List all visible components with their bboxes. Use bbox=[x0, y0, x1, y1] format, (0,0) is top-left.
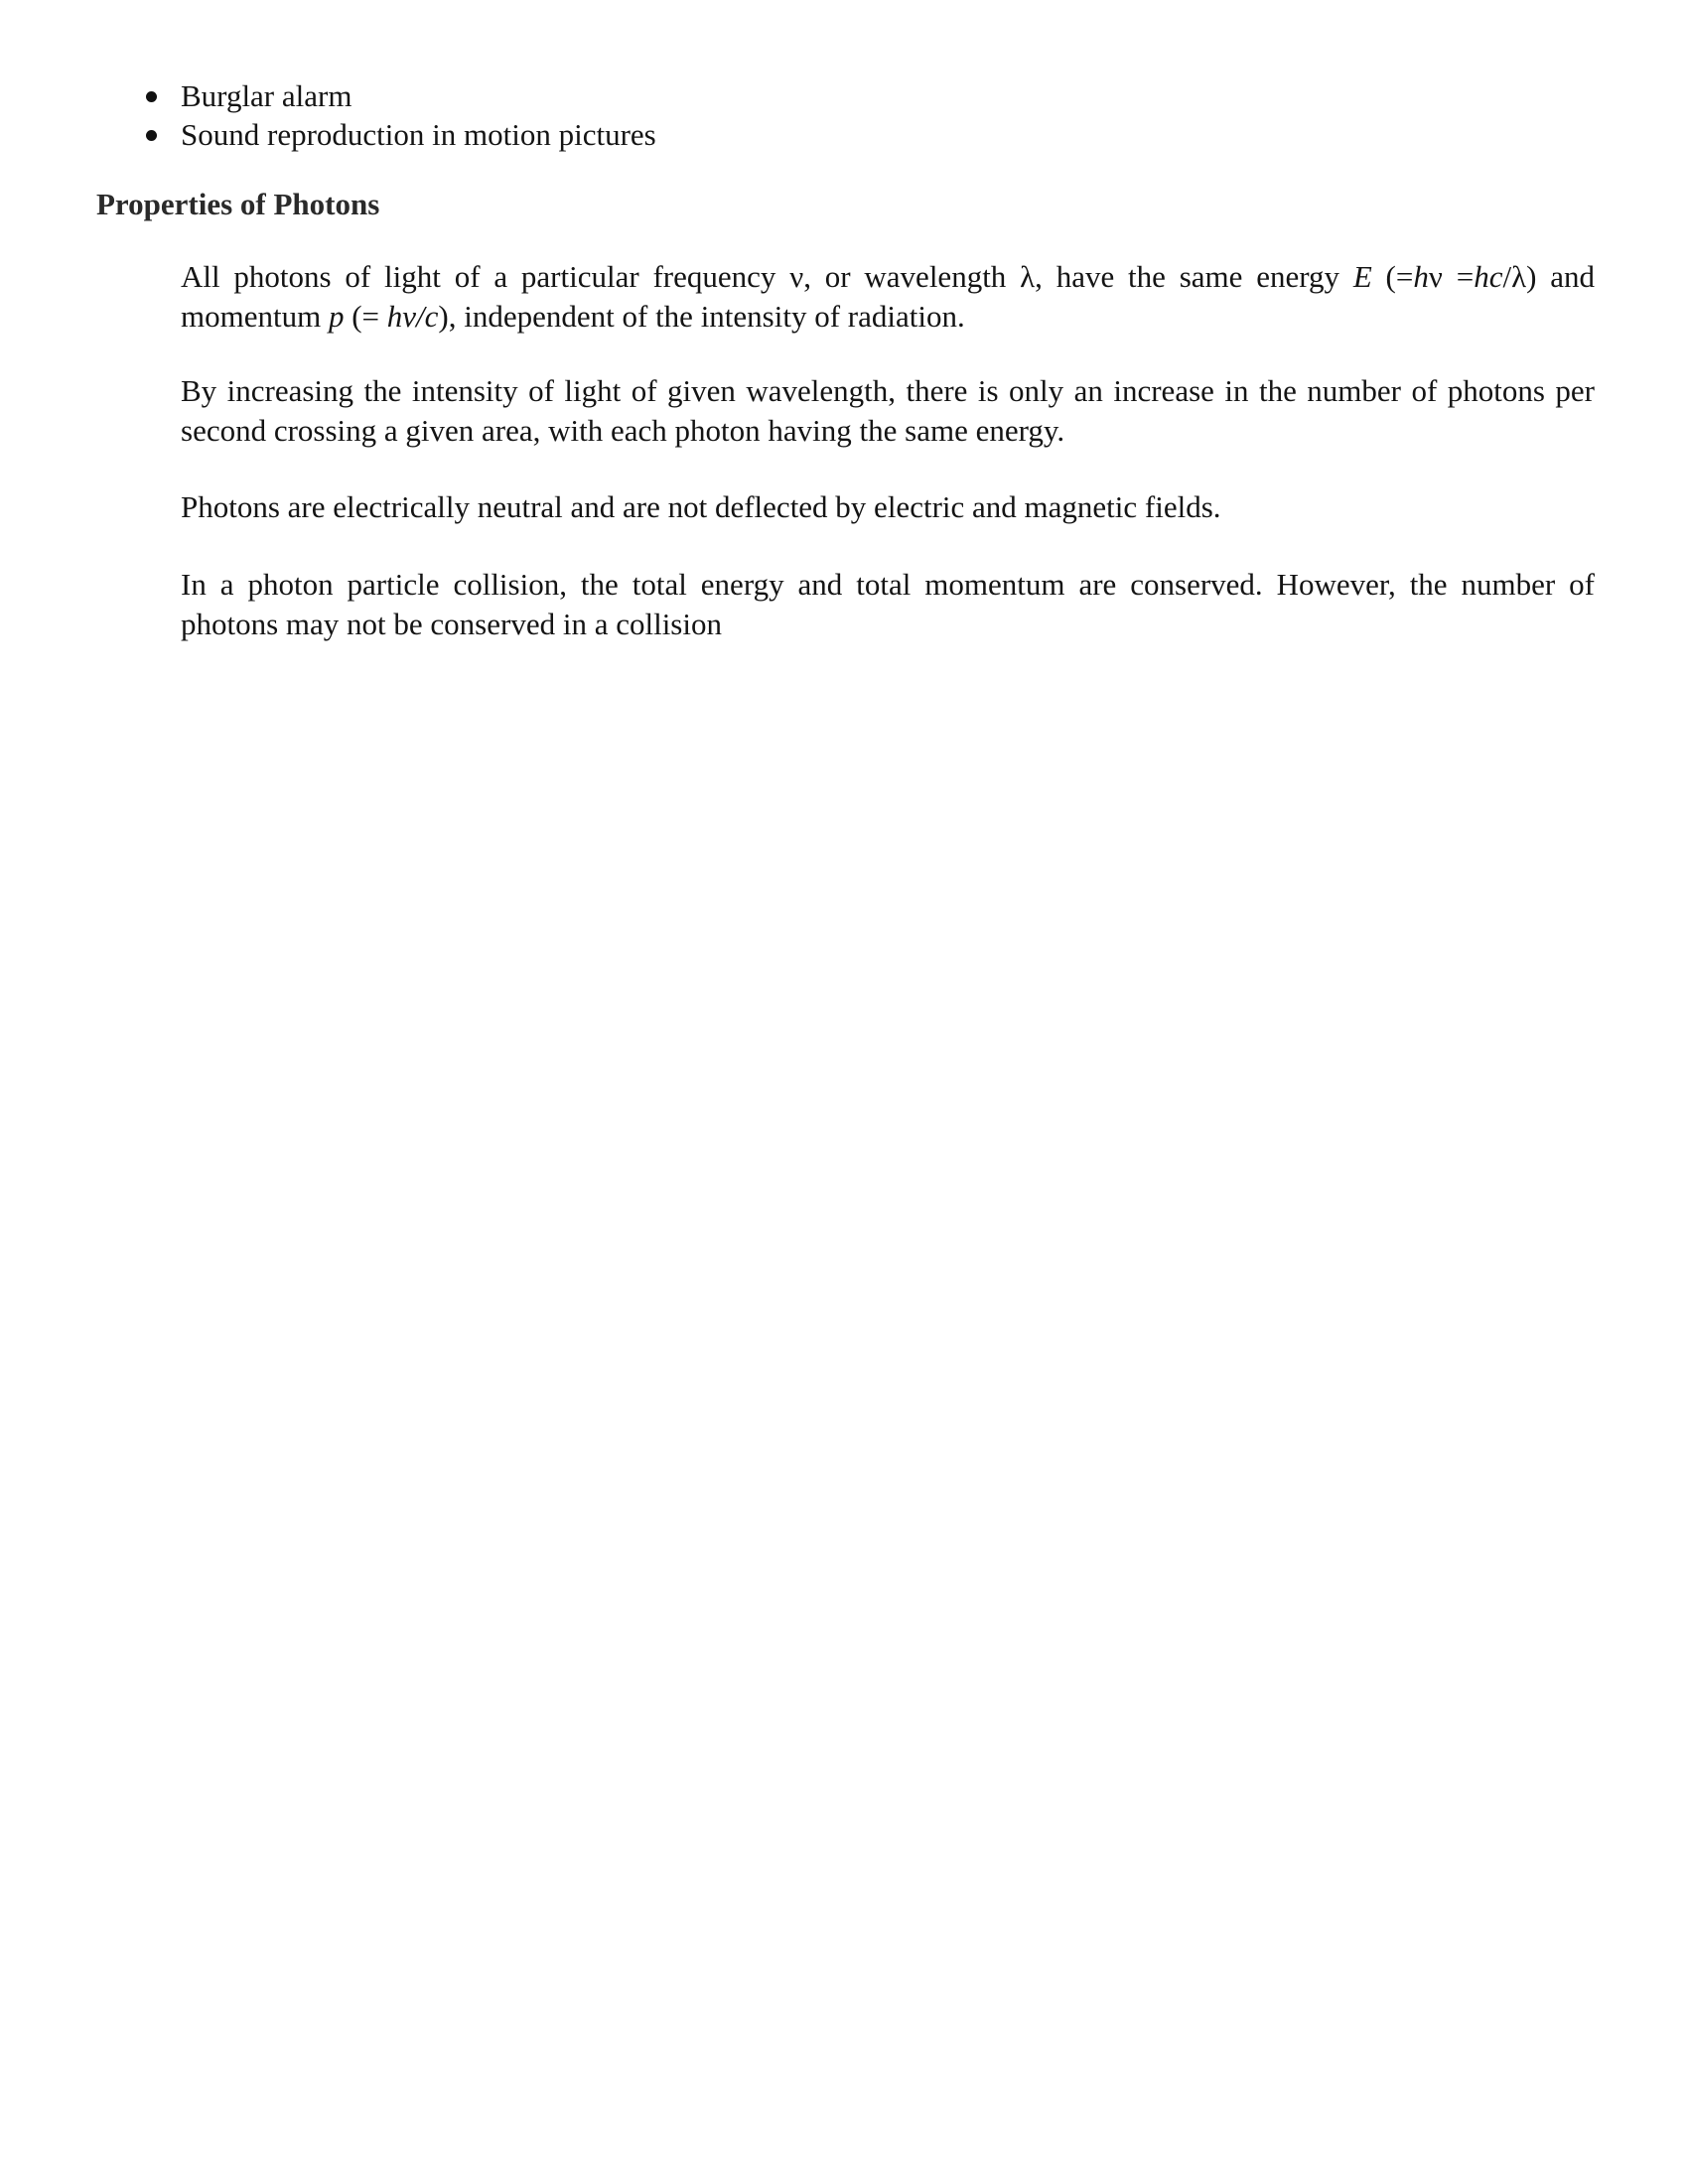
text-segment-italic: h bbox=[1413, 259, 1429, 294]
paragraph-electrically-neutral: Photons are electrically neutral and are not deflected by electric and magnetic fields. bbox=[181, 489, 1221, 524]
text-segment: (= bbox=[344, 299, 387, 334]
paragraph-photon-energy-momentum bbox=[181, 257, 1595, 337]
bullet-item-burglar-alarm bbox=[139, 76, 1589, 115]
text-segment: /λ) and momentum bbox=[181, 259, 1595, 334]
bullet-item-sound-reproduction bbox=[139, 115, 1589, 154]
text-segment-italic: hc bbox=[1474, 259, 1503, 294]
text-segment: ν/ bbox=[402, 299, 425, 334]
text-segment: (= bbox=[1371, 259, 1414, 294]
bullet-dot-icon bbox=[146, 91, 157, 102]
text-segment-italic: E bbox=[1352, 259, 1372, 294]
bullet-dot-icon bbox=[146, 130, 157, 141]
bullet-list bbox=[139, 76, 1589, 154]
paragraph-collision-conservation: In a photon particle collision, the total energy and total momentum are conserved. However, the number of photons may not be conserved in a collision bbox=[181, 567, 1595, 641]
text-segment: ), independent of the intensity of radiation. bbox=[438, 299, 965, 334]
section-heading: Properties of Photons bbox=[96, 187, 380, 221]
text-segment-italic: c bbox=[424, 299, 439, 334]
text-segment-italic: h bbox=[386, 299, 403, 334]
paragraph-intensity-increase: By increasing the intensity of light of given wavelength, there is only an increase in the number of photons per second crossing a given area, with each photon having the same energy. bbox=[181, 373, 1595, 448]
text-segment-italic: p bbox=[328, 299, 345, 334]
bullet-label: Burglar alarm bbox=[181, 78, 352, 113]
text-segment: All photons of light of a particular frequency ν, or wavelength λ, have the same energy bbox=[181, 259, 1353, 294]
bullet-label: Sound reproduction in motion pictures bbox=[181, 117, 656, 152]
text-segment: ν = bbox=[1428, 259, 1475, 294]
